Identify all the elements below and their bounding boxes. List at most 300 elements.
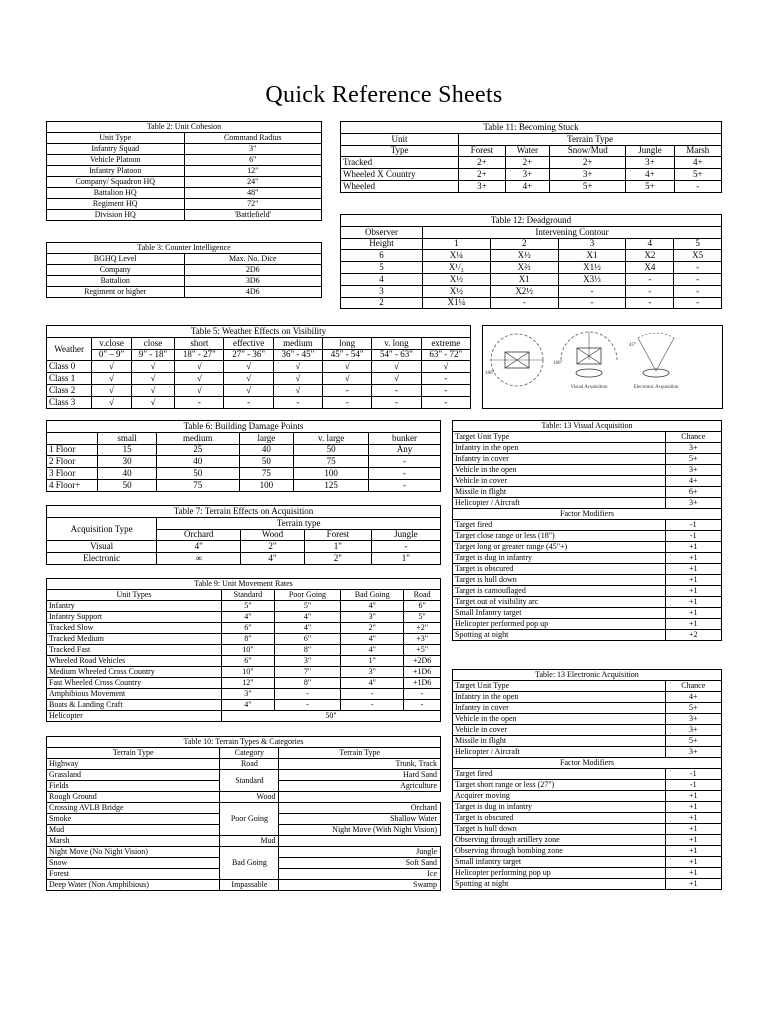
table-cell: Class 3 bbox=[47, 396, 92, 408]
table-cell: - bbox=[341, 700, 404, 711]
column-header: Unit Types bbox=[47, 590, 222, 601]
table-cell: 3+ bbox=[626, 157, 674, 169]
table-caption: Table 12: Deadground bbox=[341, 215, 722, 227]
table-cell: - bbox=[273, 396, 322, 408]
table-cell: 75 bbox=[294, 456, 369, 468]
column-header: Terrain Type bbox=[279, 748, 441, 759]
table-cell: 72" bbox=[184, 199, 322, 210]
table-cell: Vehicle in the open bbox=[453, 714, 666, 725]
table-row bbox=[453, 619, 722, 630]
table-cell: √ bbox=[323, 373, 372, 385]
table-cell: - bbox=[626, 273, 674, 285]
table-cell: 3" bbox=[341, 612, 404, 623]
table-cell: 30 bbox=[98, 456, 157, 468]
column-header: 54" - 63" bbox=[372, 349, 421, 361]
table-cell: √ bbox=[421, 361, 470, 373]
table-cell: - bbox=[274, 700, 340, 711]
table-cell: 125 bbox=[294, 479, 369, 491]
column-header: close bbox=[131, 337, 174, 349]
table-cell: - bbox=[421, 384, 470, 396]
table-cell: 3 Floor bbox=[47, 468, 98, 480]
table-cell: 2+ bbox=[505, 157, 549, 169]
table-cell: 5 bbox=[341, 262, 423, 274]
table-cell: 4" bbox=[221, 612, 274, 623]
table-cell: X1 bbox=[558, 250, 626, 262]
table-cell: Visual bbox=[47, 541, 157, 553]
table-cell: X½ bbox=[490, 250, 558, 262]
table-row bbox=[47, 155, 322, 166]
table-row bbox=[453, 630, 722, 641]
column-header: Snow/Mud bbox=[550, 145, 626, 157]
table-cell: 6" bbox=[221, 656, 274, 667]
table-cell: Target is hull down bbox=[453, 824, 666, 835]
table-cell: Helicopter bbox=[47, 711, 222, 722]
table-cell: Acquirer moving bbox=[453, 791, 666, 802]
column-header: 1 bbox=[422, 238, 490, 250]
table-cell: Infantry in cover bbox=[453, 454, 666, 465]
table-row bbox=[341, 157, 722, 169]
table-cell: √ bbox=[92, 396, 132, 408]
table-cell: Mud bbox=[220, 836, 279, 847]
table-cell: 25 bbox=[156, 444, 239, 456]
table-row bbox=[453, 879, 722, 890]
table-cell: 4 bbox=[341, 273, 423, 285]
column-header: 9" - 18" bbox=[131, 349, 174, 361]
table-cell: 8" bbox=[274, 645, 340, 656]
table-cell: 6" bbox=[184, 155, 322, 166]
column-header: Unit Type bbox=[47, 133, 185, 144]
table-cell: - bbox=[404, 700, 441, 711]
column-header: Target Unit Type bbox=[453, 681, 666, 692]
table-cell: Class 0 bbox=[47, 361, 92, 373]
table-cell: Battalion bbox=[47, 276, 185, 287]
table-row bbox=[47, 166, 322, 177]
table-cell: 10" bbox=[221, 667, 274, 678]
column-header: large bbox=[239, 432, 294, 444]
table-unit-cohesion bbox=[46, 121, 322, 221]
table-cell: Fields bbox=[47, 781, 220, 792]
table-row bbox=[453, 520, 722, 531]
table-row bbox=[453, 498, 722, 509]
table-cell: +1 bbox=[665, 802, 722, 813]
table-row bbox=[453, 736, 722, 747]
table-cell: 24" bbox=[184, 177, 322, 188]
table-cell: Infantry in cover bbox=[453, 703, 666, 714]
table-cell: 8" bbox=[274, 678, 340, 689]
column-header: 4 bbox=[626, 238, 674, 250]
table-cell: Deep Water (Non Amphibious) bbox=[47, 880, 220, 891]
table-cell: √ bbox=[273, 373, 322, 385]
table-cell: Boats & Landing Craft bbox=[47, 700, 222, 711]
table-cell: 4 Floor+ bbox=[47, 479, 98, 491]
table-cell: Grassland bbox=[47, 770, 220, 781]
table-cell: Snow bbox=[47, 858, 220, 869]
table-cell: √ bbox=[131, 373, 174, 385]
table-cell: Division HQ bbox=[47, 210, 185, 221]
table-row bbox=[453, 564, 722, 575]
table-cell: 4" bbox=[341, 645, 404, 656]
table-caption: Table 5: Weather Effects on Visibility bbox=[47, 326, 471, 338]
table-cell: Helicopter / Aircraft bbox=[453, 498, 666, 509]
table-cell: 12" bbox=[221, 678, 274, 689]
table-cell: Soft Sand bbox=[279, 858, 441, 869]
table-cell: - bbox=[558, 297, 626, 309]
table-row bbox=[453, 692, 722, 703]
column-header: Poor Going bbox=[274, 590, 340, 601]
table-row bbox=[47, 792, 441, 803]
table-cell: 4" bbox=[157, 541, 241, 553]
column-header: medium bbox=[273, 337, 322, 349]
table-cell: Wheeled Road Vehicles bbox=[47, 656, 222, 667]
table-cell: Wheeled X Country bbox=[341, 169, 459, 181]
table-cell: 4" bbox=[221, 700, 274, 711]
table-cell: Target long or greater range (45"+) bbox=[453, 542, 666, 553]
table-cell: - bbox=[371, 541, 440, 553]
table-row bbox=[47, 634, 441, 645]
table-row bbox=[47, 373, 471, 385]
table-row bbox=[47, 384, 471, 396]
table-cell: 4+ bbox=[665, 692, 722, 703]
table-cell: Company/ Squadron HQ bbox=[47, 177, 185, 188]
table-cell: Missile in flight bbox=[453, 487, 666, 498]
table-cell: Infantry in the open bbox=[453, 692, 666, 703]
table-cell: Ice bbox=[279, 869, 441, 880]
table-cell: Vehicle Platoon bbox=[47, 155, 185, 166]
table-row bbox=[453, 714, 722, 725]
table-cell: 40 bbox=[239, 444, 294, 456]
table-row bbox=[453, 586, 722, 597]
column-header: Observer bbox=[341, 226, 423, 238]
table-cell: +1 bbox=[665, 553, 722, 564]
table-cell: Rough Ground bbox=[47, 792, 220, 803]
table-cell: 4+ bbox=[665, 476, 722, 487]
table-caption: Table 6: Building Damage Points bbox=[47, 421, 441, 433]
table-cell: √ bbox=[224, 373, 273, 385]
table-cell: 5+ bbox=[626, 180, 674, 192]
table-visual-acquisition bbox=[452, 420, 722, 641]
table-cell: Fast Wheeled Cross Country bbox=[47, 678, 222, 689]
table-cell: 3" bbox=[184, 144, 322, 155]
table-cell: X¼ bbox=[422, 250, 490, 262]
table-cell: 100 bbox=[294, 468, 369, 480]
table-row bbox=[453, 846, 722, 857]
category-cell: Bad Going bbox=[220, 847, 279, 880]
table-row bbox=[453, 487, 722, 498]
table-caption: Table 2: Unit Cohesion bbox=[47, 122, 322, 133]
table-row bbox=[47, 836, 441, 847]
table-cell: +2D6 bbox=[404, 656, 441, 667]
table-cell: √ bbox=[92, 373, 132, 385]
table-row bbox=[47, 265, 322, 276]
column-header: long bbox=[323, 337, 372, 349]
table-cell: Helicopter performed pop up bbox=[453, 619, 666, 630]
table-row bbox=[47, 287, 322, 298]
table-cell: 3+ bbox=[665, 498, 722, 509]
table-cell: √ bbox=[372, 373, 421, 385]
column-header: Terrain type bbox=[157, 517, 441, 529]
table-cell: -1 bbox=[665, 531, 722, 542]
table-cell: Wood bbox=[220, 792, 279, 803]
table-terrain-types bbox=[46, 736, 441, 891]
table-cell: Tracked Medium bbox=[47, 634, 222, 645]
angle-label: 45° bbox=[629, 343, 636, 348]
table-row bbox=[47, 541, 441, 553]
table-row bbox=[453, 857, 722, 868]
table-row bbox=[341, 169, 722, 181]
table-row bbox=[453, 813, 722, 824]
table-cell: +1 bbox=[665, 542, 722, 553]
table-row bbox=[453, 531, 722, 542]
table-cell: Orchard bbox=[279, 803, 441, 814]
table-cell: 50" bbox=[221, 711, 440, 722]
column-header: Terrain Type bbox=[459, 133, 722, 145]
table-cell: 3+ bbox=[505, 169, 549, 181]
table-building-damage bbox=[46, 420, 441, 492]
table-row bbox=[341, 180, 722, 192]
table-cell: Target out of visibility arc bbox=[453, 597, 666, 608]
table-cell: +2 bbox=[665, 630, 722, 641]
table-cell: 3+ bbox=[665, 443, 722, 454]
table-row bbox=[47, 623, 441, 634]
table-cell: √ bbox=[224, 361, 273, 373]
table-cell: 40 bbox=[98, 468, 157, 480]
table-cell: Infantry Squad bbox=[47, 144, 185, 155]
column-header: 63" - 72" bbox=[421, 349, 470, 361]
table-cell: √ bbox=[323, 361, 372, 373]
table-row bbox=[453, 780, 722, 791]
table-cell: 5+ bbox=[665, 703, 722, 714]
table-row bbox=[453, 454, 722, 465]
table-cell: - bbox=[372, 384, 421, 396]
column-header: Forest bbox=[459, 145, 506, 157]
table-cell: 3" bbox=[341, 667, 404, 678]
table-cell: 40 bbox=[156, 456, 239, 468]
table-cell: X1¼ bbox=[422, 297, 490, 309]
category-cell: Road bbox=[220, 759, 279, 770]
table-cell: Amphibious Movement bbox=[47, 689, 222, 700]
table-cell: √ bbox=[273, 384, 322, 396]
table-cell: 100 bbox=[239, 479, 294, 491]
table-row bbox=[47, 847, 441, 858]
column-header: 2 bbox=[490, 238, 558, 250]
column-header: v. large bbox=[294, 432, 369, 444]
table-cell: 4+ bbox=[626, 169, 674, 181]
table-row bbox=[47, 770, 441, 781]
electronic-acquisition-label: Electronic Acquisition bbox=[633, 385, 679, 390]
table-caption: Table 7: Terrain Effects on Acquisition bbox=[47, 506, 441, 518]
table-cell: 6" bbox=[274, 634, 340, 645]
column-header: 0" – 9" bbox=[92, 349, 132, 361]
table-cell: 5" bbox=[274, 601, 340, 612]
table-cell: Target close range or less (18") bbox=[453, 531, 666, 542]
table-cell: Mud bbox=[47, 825, 220, 836]
table-cell: Spotting at night bbox=[453, 879, 666, 890]
table-row bbox=[453, 542, 722, 553]
table-cell: Medium Wheeled Cross Country bbox=[47, 667, 222, 678]
table-cell: - bbox=[323, 384, 372, 396]
table-cell: +1 bbox=[665, 835, 722, 846]
table-cell: - bbox=[369, 456, 441, 468]
table-cell: X1½ bbox=[558, 262, 626, 274]
column-header: medium bbox=[156, 432, 239, 444]
table-row bbox=[453, 465, 722, 476]
table-cell: Target is dug in infantry bbox=[453, 802, 666, 813]
table-cell: +1 bbox=[665, 824, 722, 835]
table-cell: √ bbox=[273, 361, 322, 373]
table-row bbox=[47, 759, 441, 770]
table-cell: - bbox=[421, 373, 470, 385]
column-header: bunker bbox=[369, 432, 441, 444]
table-cell: -1 bbox=[665, 769, 722, 780]
table-cell: √ bbox=[92, 384, 132, 396]
table-cell: X2½ bbox=[490, 285, 558, 297]
category-cell: Standard bbox=[220, 770, 279, 792]
column-header: Type bbox=[341, 145, 459, 157]
table-row bbox=[453, 725, 722, 736]
table-row bbox=[453, 791, 722, 802]
table-cell: +1 bbox=[665, 857, 722, 868]
column-header: Acquisition Type bbox=[47, 517, 157, 541]
table-row bbox=[47, 144, 322, 155]
table-cell: Electronic bbox=[47, 553, 157, 565]
table-deadground bbox=[340, 214, 722, 309]
column-header: BGHQ Level bbox=[47, 254, 185, 265]
table-cell: Target is obscured bbox=[453, 813, 666, 824]
table-cell: 5" bbox=[404, 612, 441, 623]
table-cell: Smoke bbox=[47, 814, 220, 825]
column-header: Road bbox=[404, 590, 441, 601]
table-cell: Crossing AVLB Bridge bbox=[47, 803, 220, 814]
table-row bbox=[47, 656, 441, 667]
column-header: Terrain Type bbox=[47, 748, 220, 759]
table-row bbox=[47, 553, 441, 565]
table-cell: Company bbox=[47, 265, 185, 276]
table-cell: Infantry bbox=[47, 601, 222, 612]
table-caption: Table 11: Becoming Stuck bbox=[341, 122, 722, 134]
table-cell: 5+ bbox=[665, 736, 722, 747]
table-cell: Helicopter performing pop up bbox=[453, 868, 666, 879]
table-row bbox=[47, 210, 322, 221]
table-cell: Infantry Support bbox=[47, 612, 222, 623]
table-cell: - bbox=[490, 297, 558, 309]
table-cell: 2 bbox=[341, 297, 423, 309]
table-row bbox=[47, 689, 441, 700]
table-row bbox=[47, 456, 441, 468]
table-cell: 6" bbox=[221, 623, 274, 634]
page-title: Quick Reference Sheets bbox=[265, 82, 503, 108]
table-cell: Target is obscured bbox=[453, 564, 666, 575]
table-cell: Night Move (With Night Vision) bbox=[279, 825, 441, 836]
table-cell: +1 bbox=[665, 879, 722, 890]
column-header: Unit bbox=[341, 133, 459, 145]
table-row bbox=[47, 645, 441, 656]
table-row bbox=[47, 276, 322, 287]
table-cell: X½ bbox=[422, 285, 490, 297]
table-cell: 6" bbox=[404, 601, 441, 612]
table-row bbox=[453, 868, 722, 879]
table-weather-visibility bbox=[46, 325, 471, 409]
table-cell: -1 bbox=[665, 780, 722, 791]
table-cell: +1 bbox=[665, 564, 722, 575]
table-row bbox=[47, 468, 441, 480]
table-becoming-stuck bbox=[340, 121, 722, 193]
table-caption: Table 10: Terrain Types & Categories bbox=[47, 737, 441, 748]
table-cell: 50 bbox=[156, 468, 239, 480]
table-cell: 4" bbox=[274, 623, 340, 634]
table-cell: 3+ bbox=[550, 169, 626, 181]
column-header: 36" - 45" bbox=[273, 349, 322, 361]
table-caption: Table: 13 Visual Acquisition bbox=[453, 421, 722, 432]
column-header: 5 bbox=[674, 238, 722, 250]
table-cell: 2+ bbox=[459, 157, 506, 169]
category-cell: Poor Going bbox=[220, 803, 279, 836]
table-row bbox=[47, 678, 441, 689]
table-cell: 3" bbox=[274, 656, 340, 667]
table-row bbox=[453, 443, 722, 454]
table-cell: Hard Sand bbox=[279, 770, 441, 781]
table-cell: Vehicle in the open bbox=[453, 465, 666, 476]
table-row bbox=[341, 285, 722, 297]
table-row bbox=[341, 250, 722, 262]
table-cell: Tracked Fast bbox=[47, 645, 222, 656]
table-row bbox=[453, 553, 722, 564]
factor-modifiers-header: Factor Modifiers bbox=[453, 758, 722, 769]
column-header: Bad Going bbox=[341, 590, 404, 601]
table-cell: 75 bbox=[239, 468, 294, 480]
table-cell: Target is dug in infantry bbox=[453, 553, 666, 564]
table-cell: Target fired bbox=[453, 769, 666, 780]
column-header: 45" - 54" bbox=[323, 349, 372, 361]
table-cell: X1 bbox=[490, 273, 558, 285]
table-cell: 3+ bbox=[665, 714, 722, 725]
table-cell: 1 Floor bbox=[47, 444, 98, 456]
table-cell: 5+ bbox=[665, 454, 722, 465]
table-row bbox=[341, 273, 722, 285]
table-cell: Missile in flight bbox=[453, 736, 666, 747]
table-cell: - bbox=[224, 396, 273, 408]
table-cell: Jungle bbox=[279, 847, 441, 858]
table-cell: - bbox=[626, 297, 674, 309]
table-cell: Trunk, Track bbox=[279, 759, 441, 770]
table-cell: 12" bbox=[184, 166, 322, 177]
column-header: Wood bbox=[241, 529, 305, 541]
table-cell: Regiment or higher bbox=[47, 287, 185, 298]
table-row bbox=[47, 803, 441, 814]
table-cell: Vehicle in cover bbox=[453, 476, 666, 487]
table-row bbox=[47, 188, 322, 199]
table-cell: 2D6 bbox=[184, 265, 322, 276]
table-cell: Target is hull down bbox=[453, 575, 666, 586]
column-header: Chance bbox=[665, 432, 722, 443]
column-header: effective bbox=[224, 337, 273, 349]
table-cell: +1 bbox=[665, 868, 722, 879]
table-cell: 2+ bbox=[459, 169, 506, 181]
table-cell: √ bbox=[224, 384, 273, 396]
table-cell: Forest bbox=[47, 869, 220, 880]
table-cell: Small infantry target bbox=[453, 857, 666, 868]
table-cell: √ bbox=[131, 396, 174, 408]
table-cell: Night Move (No Night Vision) bbox=[47, 847, 220, 858]
table-row bbox=[453, 802, 722, 813]
angle-label: 180° bbox=[553, 361, 563, 366]
column-header: Category bbox=[220, 748, 279, 759]
column-header: 27" - 36" bbox=[224, 349, 273, 361]
table-cell: - bbox=[674, 262, 722, 274]
column-header: Max. No. Dice bbox=[184, 254, 322, 265]
table-cell: 1" bbox=[304, 541, 371, 553]
table-cell: +2" bbox=[404, 623, 441, 634]
table-cell: - bbox=[369, 468, 441, 480]
